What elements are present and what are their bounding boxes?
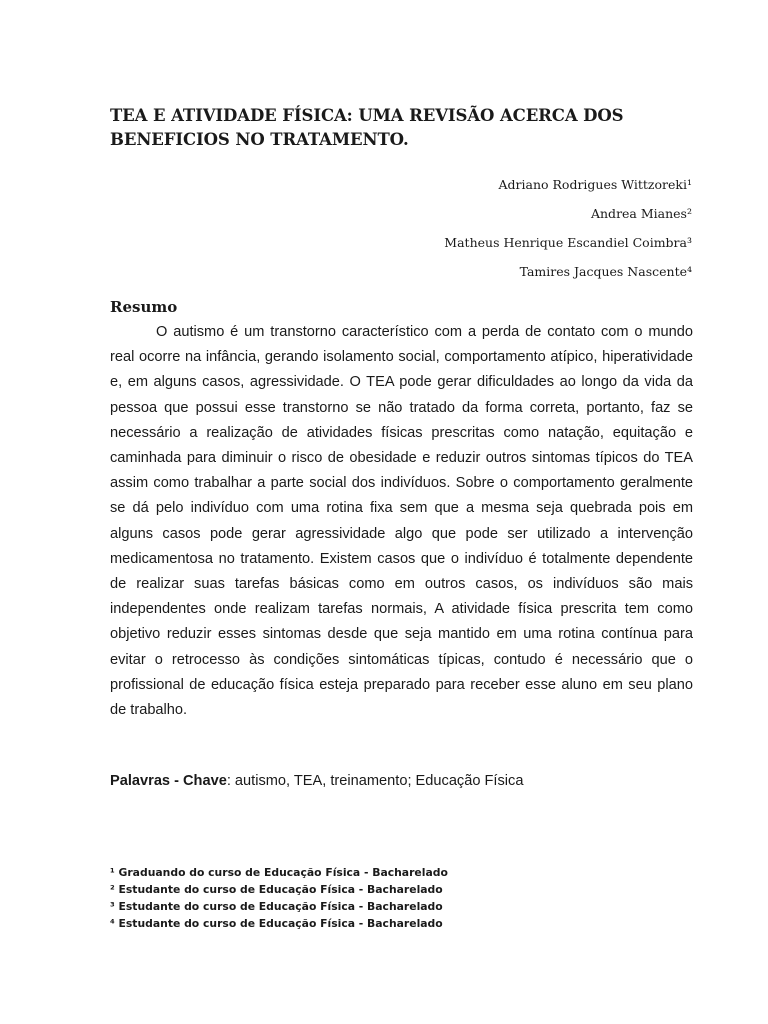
keywords-label: Palavras - Chave bbox=[110, 773, 227, 789]
author-4: Tamires Jacques Nascente⁴ bbox=[519, 264, 692, 279]
abstract-heading: Resumo bbox=[110, 298, 178, 316]
footnotes bbox=[110, 864, 448, 932]
paper-title bbox=[110, 104, 700, 152]
paper-title-line-1: TEA E ATIVIDADE FÍSICA: UMA REVISÃO ACERCA DOS bbox=[110, 106, 624, 125]
paper-title-line-2: BENEFICIOS NO TRATAMENTO. bbox=[110, 130, 409, 149]
author-3: Matheus Henrique Escandiel Coimbra³ bbox=[444, 235, 692, 250]
footnote-4: ⁴ Estudante do curso de Educação Física - Bacharelado bbox=[110, 917, 443, 930]
author-list bbox=[444, 175, 692, 291]
footnote-1: ¹ Graduando do curso de Educação Física - Bacharelado bbox=[110, 866, 448, 879]
keywords bbox=[110, 770, 693, 792]
author-1: Adriano Rodrigues Wittzoreki¹ bbox=[498, 177, 692, 192]
footnote-3: ³ Estudante do curso de Educação Física - Bacharelado bbox=[110, 900, 443, 913]
footnote-2: ² Estudante do curso de Educação Física - Bacharelado bbox=[110, 883, 443, 896]
author-2: Andrea Mianes² bbox=[590, 206, 692, 221]
keywords-list: : autismo, TEA, treinamento; Educação Física bbox=[226, 773, 524, 789]
abstract-text: O autismo é um transtorno característico com a perda de contato com o mundo real ocorre na infância, gerando isolamento social, comportamento atípico, hiperatividade e, em alguns casos, agressividade. O TEA pode gerar dificuldades ao longo da vida da pessoa que possui esse transtorno se não tratado da forma correta, portanto, faz se necessário a realização de atividades físicas prescritas como natação, equitação e caminhada para diminuir o risco de obesidade e reduzir outros sintomas típicos do TEA assim como trabalhar a parte social dos indivíduos. Sobre o comportamento geralmente se dá pelo indivíduo com uma rotina fixa sem que a mesma seja quebrada pois em alguns casos pode gerar agressividade algo que pode ser utilizado a intervenção medicamentosa no tratamento. Existem casos que o indivíduo é totalmente dependente de realizar suas tarefas básicas como em outros casos, os indivíduos são mais independentes onde realizam tarefas normais, A atividade física prescrita tem como objetivo reduzir esses sintomas desde que seja mantido em uma rotina contínua para evitar o retrocesso às condições sintomáticas típicas, contudo é necessário que o profissional de educação física esteja preparado para receber esse aluno em seu plano de trabalho. bbox=[110, 324, 693, 719]
